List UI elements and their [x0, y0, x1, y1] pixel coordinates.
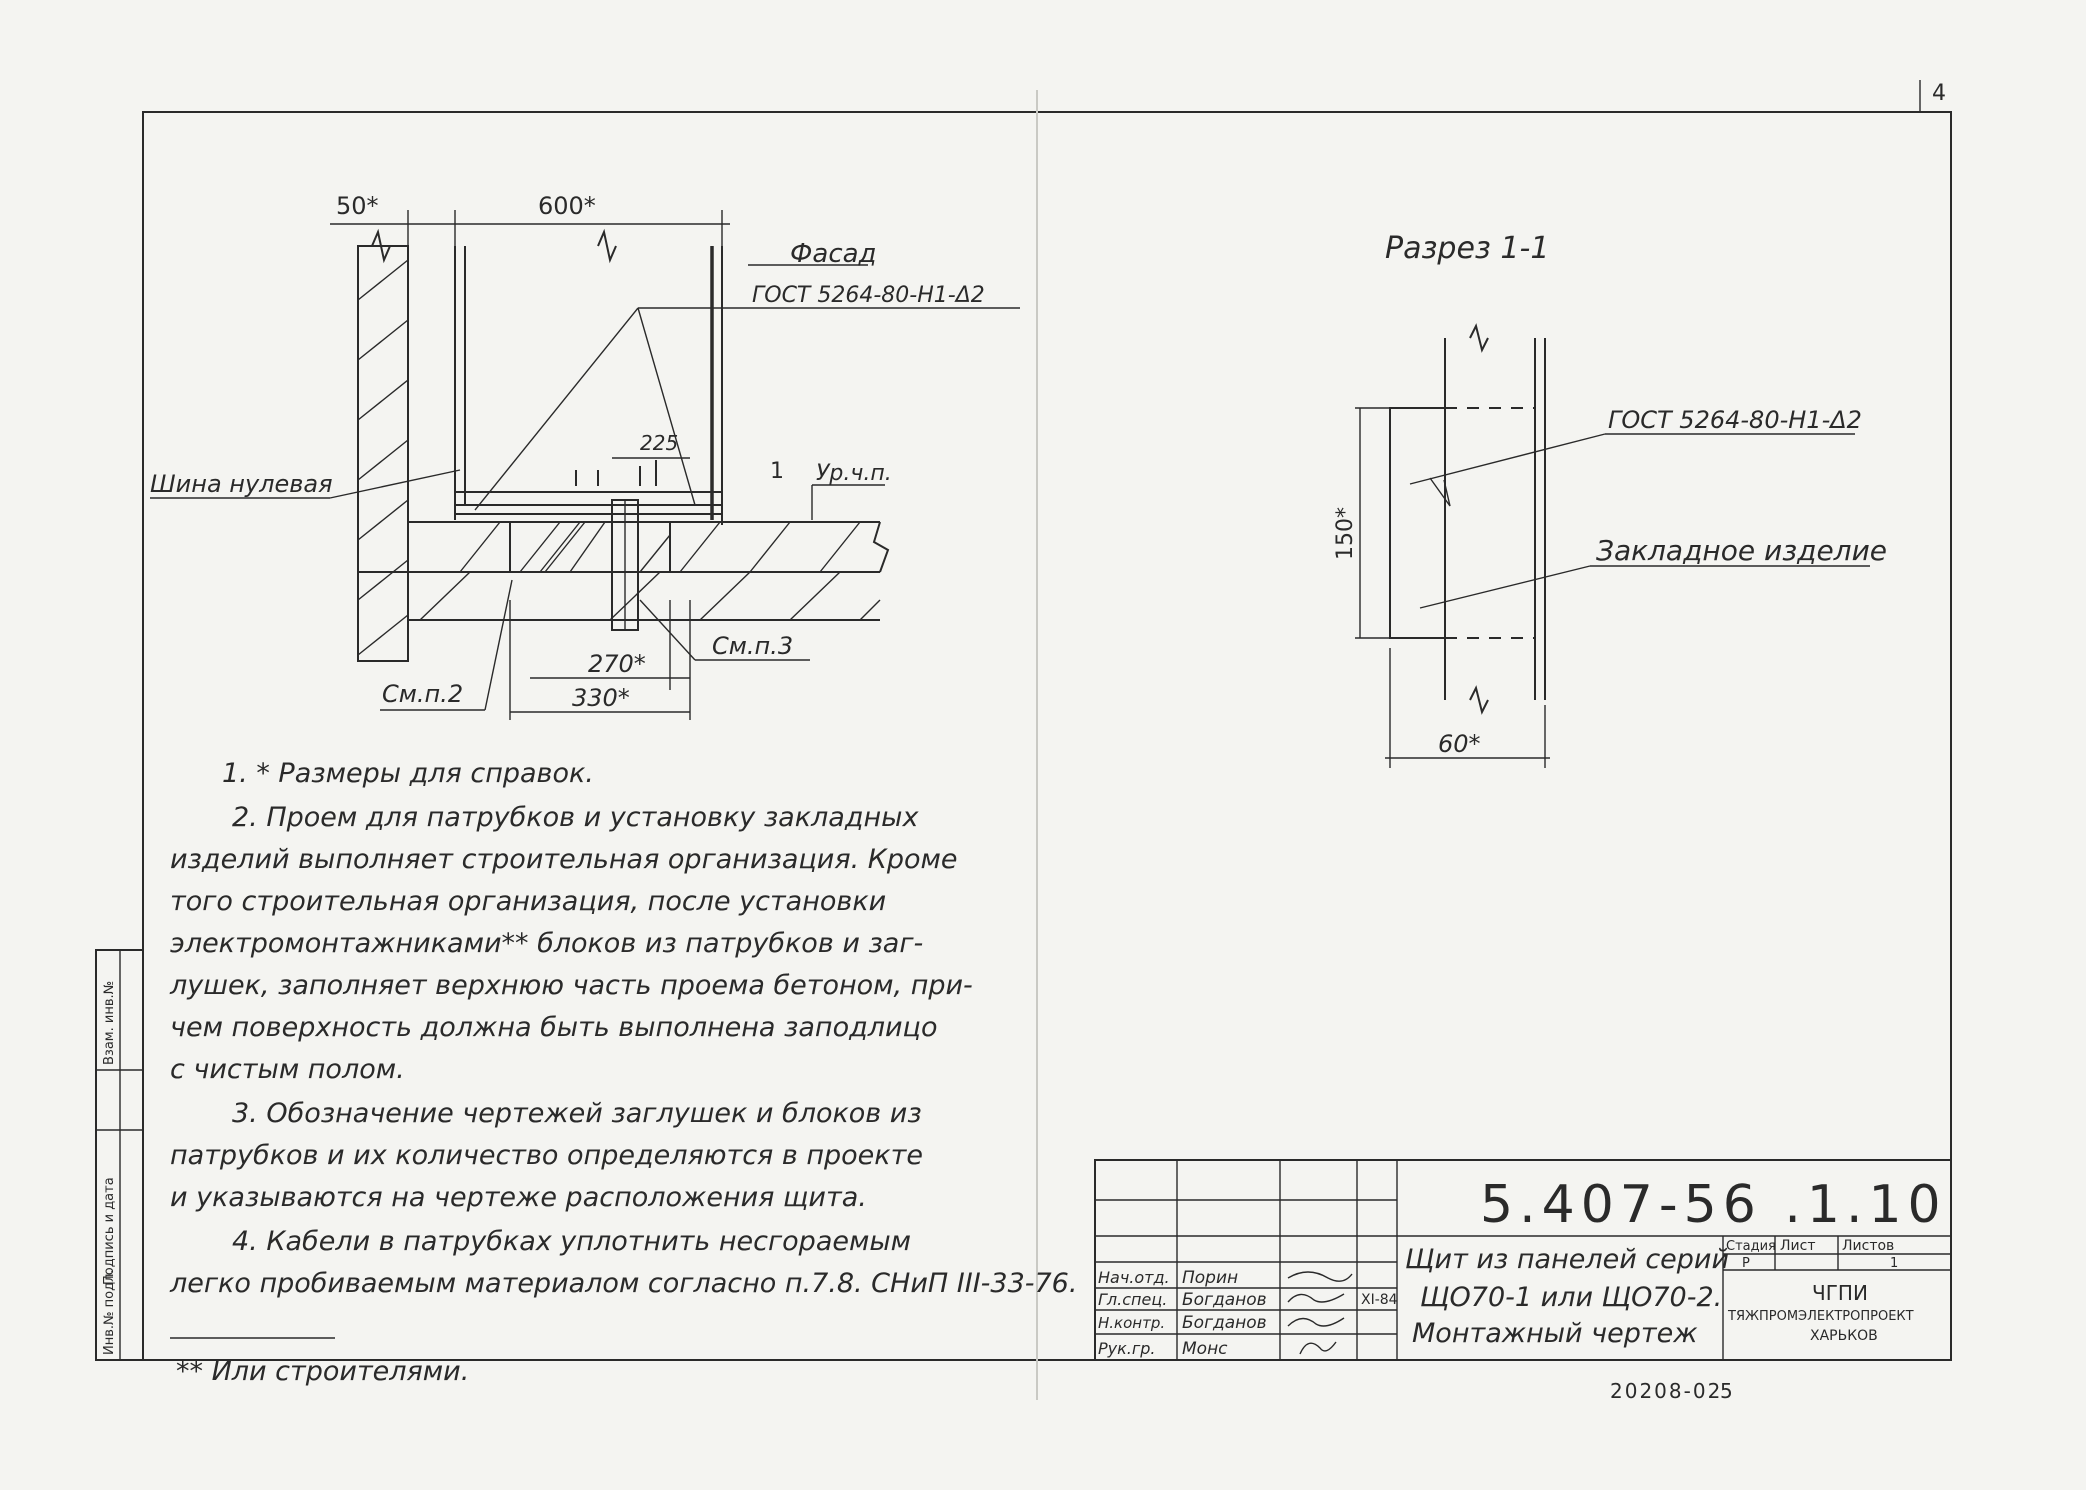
- note-line: чем поверхность должна быть выполнена заподлицо: [170, 1012, 938, 1043]
- dim-60: 60*: [1438, 730, 1481, 758]
- title-line-1: Щит из панелей серий: [1405, 1244, 1730, 1275]
- note-line: 3. Обозначение чертежей заглушек и блоков из: [232, 1098, 922, 1129]
- note-line: электромонтажниками** блоков из патрубков и заг-: [170, 928, 924, 959]
- footnote: ** Или строителями.: [176, 1356, 470, 1387]
- pipe-block-hatching: [520, 522, 670, 572]
- embedded-label: Закладное изделие: [1596, 534, 1887, 567]
- label-see-p3: См.п.3: [712, 632, 794, 660]
- designation: 5.407-56 .1.10: [1480, 1175, 1947, 1235]
- sheet-frame: [143, 112, 1951, 1360]
- head-sheets: Листов: [1842, 1238, 1895, 1254]
- section-view: [1333, 231, 1887, 768]
- side-stamp: [96, 950, 143, 1360]
- label-facade: Фасад: [790, 239, 877, 269]
- title-line-2: ЩО70-1 или ЩО70-2.: [1420, 1282, 1723, 1313]
- note-line: патрубков и их количество определяются в проекте: [170, 1140, 923, 1171]
- note-line: лушек, заполняет верхнюю часть проема бетоном, при-: [170, 970, 973, 1001]
- note-line: с чистым полом.: [170, 1054, 405, 1085]
- signature: [1288, 1294, 1344, 1302]
- sheets-value: 1: [1890, 1256, 1899, 1271]
- name-1: Порин: [1182, 1268, 1239, 1288]
- org-line-3: ХАРЬКОВ: [1810, 1328, 1878, 1344]
- name-3: Богданов: [1182, 1313, 1267, 1333]
- signature: [1288, 1318, 1344, 1326]
- left-wall: [358, 246, 408, 661]
- side-stamp-col1: Инв.№ подл.: [102, 1269, 117, 1355]
- break-mark: [598, 232, 616, 260]
- label-weld-top: ГОСТ 5264-80-Н1-Δ2: [752, 283, 985, 308]
- side-stamp-col3: Взам. инв.№: [102, 980, 117, 1065]
- org-line-1: ЧГПИ: [1812, 1281, 1868, 1305]
- break-mark: [1470, 326, 1488, 350]
- title-block: [1095, 1160, 1951, 1360]
- label-see-p2: См.п.2: [382, 680, 464, 708]
- note-line: изделий выполняет строительная организация. Кроме: [170, 844, 958, 875]
- note-line: 1. * Размеры для справок.: [222, 758, 594, 789]
- plan-view: [150, 192, 1020, 720]
- stage-value: Р: [1742, 1256, 1750, 1271]
- role-3: Н.контр.: [1098, 1314, 1166, 1332]
- role-4: Рук.гр.: [1098, 1339, 1156, 1358]
- note-line: того строительная организация, после установки: [170, 886, 887, 917]
- section-dims: [1355, 408, 1870, 768]
- terminals: [576, 460, 656, 486]
- section-weld-label: ГОСТ 5264-80-Н1-Δ2: [1608, 406, 1862, 434]
- cabinet-base: [455, 492, 722, 514]
- wall-hatching: [358, 260, 408, 655]
- note-line: 2. Проем для патрубков и установку закладных: [232, 802, 919, 833]
- title-line-3: Монтажный чертеж: [1412, 1318, 1698, 1349]
- page-number: 4: [1932, 81, 1946, 106]
- dim-225: 225: [640, 431, 679, 455]
- archive-sheet: 5: [1720, 1379, 1733, 1403]
- side-stamp-col2: Подпись и дата: [102, 1177, 117, 1285]
- label-busbar: Шина нулевая: [150, 470, 333, 498]
- date: XI-84: [1361, 1292, 1398, 1308]
- label-floor-level: Ур.ч.п.: [816, 461, 892, 486]
- name-4: Монс: [1182, 1339, 1228, 1359]
- role-1: Нач.отд.: [1098, 1268, 1170, 1287]
- dimension-lines: [330, 210, 730, 720]
- org-line-2: ТЯЖПРОМЭЛЕКТРОПРОЕКТ: [1728, 1309, 1914, 1324]
- notes-block: [169, 758, 1077, 1387]
- dim-330: 330*: [572, 684, 630, 712]
- section-mark: 1: [770, 459, 784, 484]
- dim-600: 600*: [538, 192, 596, 220]
- role-2: Гл.спец.: [1098, 1290, 1168, 1309]
- break-mark: [1470, 688, 1488, 712]
- dim-270: 270*: [588, 650, 646, 678]
- head-sheet: Лист: [1780, 1238, 1816, 1254]
- note-line: легко пробиваемым материалом согласно п.7.8. СНиП III-33-76.: [170, 1268, 1078, 1299]
- note-line: и указываются на чертеже расположения щита.: [170, 1182, 867, 1213]
- dim-50: 50*: [336, 192, 379, 220]
- slab-break: [874, 522, 888, 572]
- note-line: 4. Кабели в патрубках уплотнить несгораемым: [232, 1226, 912, 1257]
- dim-150: 150*: [1333, 507, 1358, 560]
- name-2: Богданов: [1182, 1290, 1267, 1310]
- signature: [1300, 1342, 1336, 1354]
- head-stage: Стадия: [1726, 1239, 1776, 1254]
- archive-number: 20208-02: [1610, 1379, 1723, 1403]
- signature: [1288, 1272, 1352, 1281]
- section-title: Разрез 1-1: [1385, 231, 1550, 266]
